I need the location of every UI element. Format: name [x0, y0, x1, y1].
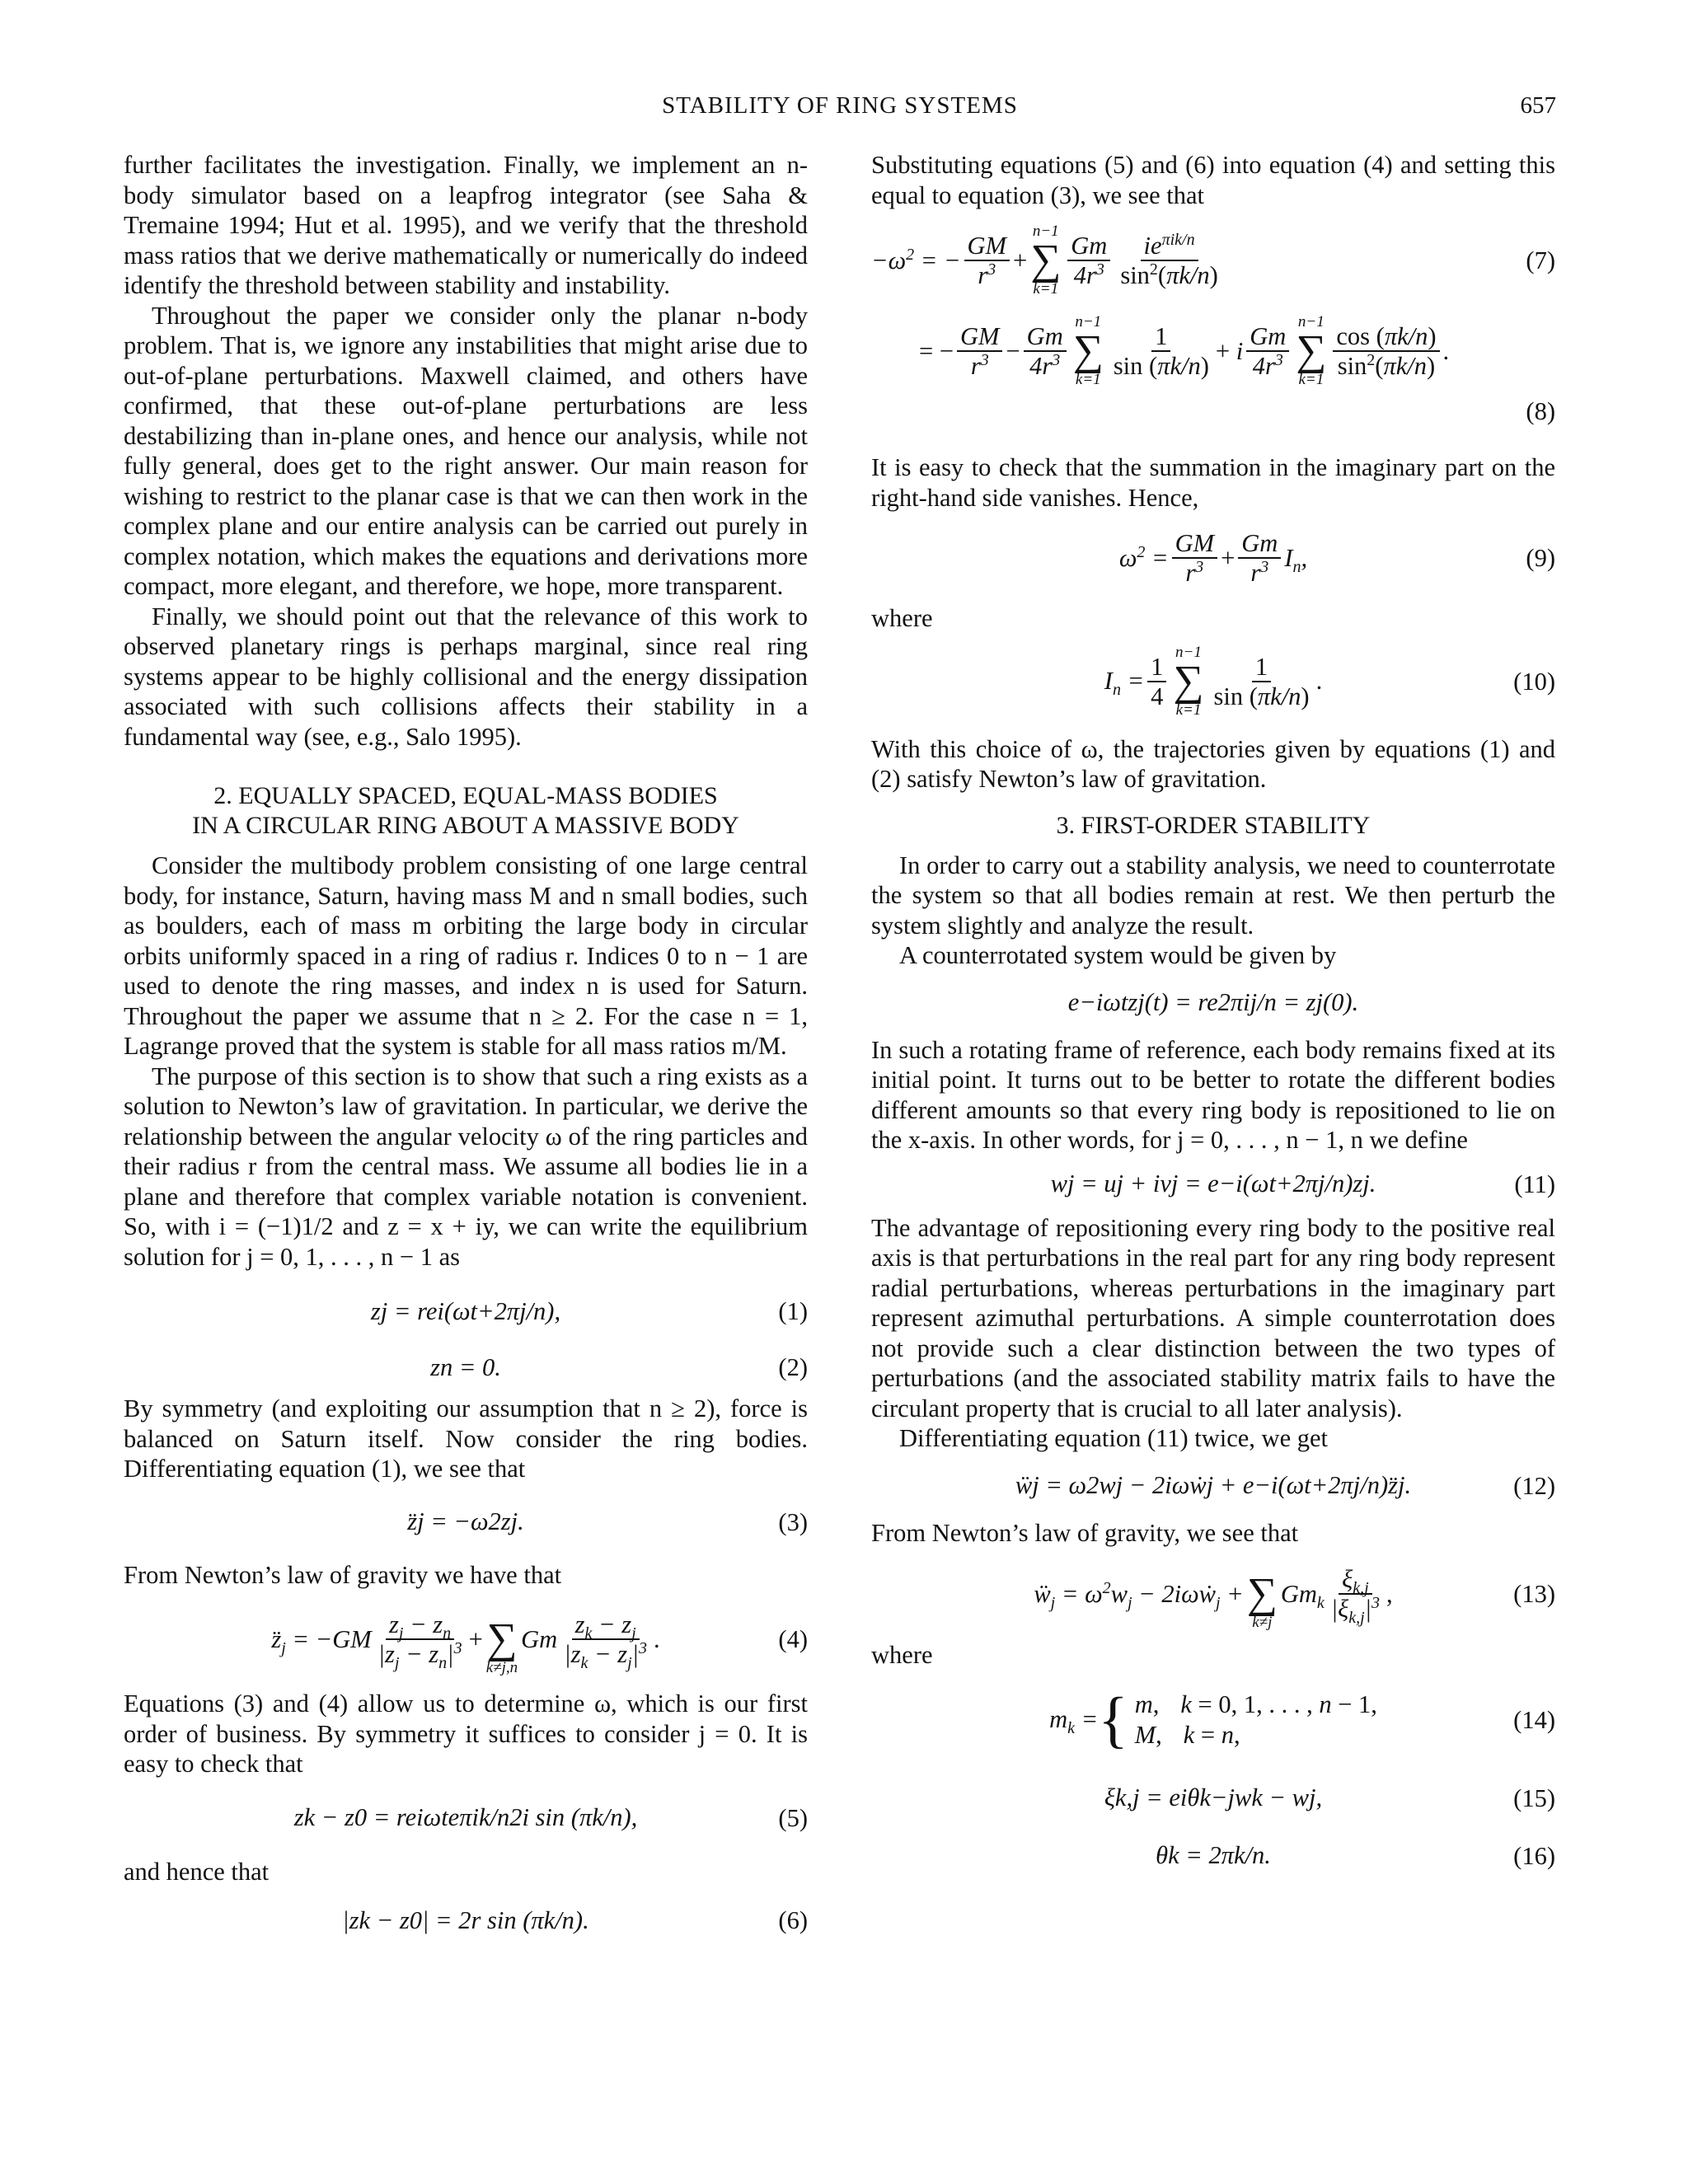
equation-body: zk − z0 = reiωteπik/n2i sin (πk/n),: [293, 1803, 638, 1832]
equation-7: $-\omega^2$ = − $\frac{GM}{r^3}$ + n−1 ∑ k=1 $\frac{Gm}{4r^3}$ $\frac{ie^{\pi ik/n}}{\sin^2(\pi k/n)}$ (7): [871, 223, 1555, 298]
paragraph: It is easy to check that the summation in the imaginary part on the right-hand side vanishes. Hence,: [871, 453, 1555, 512]
right-column: [871, 150, 1555, 1885]
equation-8: = − $\frac{GM}{r^3}$ − $\frac{Gm}{4r^3}$ n−1 ∑ k=1 $\frac{1}{\sin (\pi k/n)}$ + i $\frac{Gm}{4r^3}$ n−1 ∑ k=1 $\frac{\cos (\pi k/n)}{\sin^2(\pi k/n)}$ .: [919, 313, 1450, 388]
equation-number: (9): [1526, 543, 1555, 572]
left-column: [124, 150, 808, 1954]
paragraph: where: [871, 604, 933, 632]
paragraph: A counterrotated system would be given by: [899, 941, 1337, 969]
equation-body: e−iωtzj(t) = re2πij/n = zj(0).: [1067, 988, 1359, 1017]
paragraph: From Newton’s law of gravity we have that: [124, 1560, 562, 1589]
equation-12: [871, 1454, 1555, 1518]
paragraph: Consider the multibody problem consisting of one large central body, for instance, Saturn, having mass M and n small bodies, such as boulders, each of mass m orbiting the large body in circular orbits uniformly spaced in a ring of radius r. Indices 0 to n − 1 are used to denote the ring masses, and index n is used for Saturn. Throughout the paper we assume that n ≥ 2. For the case n = 1, Lagrange proved that the system is stable for all mass ratios m/M.: [124, 851, 808, 1060]
equation-body: zj = rei(ωt+2πj/n),: [370, 1296, 561, 1325]
equation-16: [871, 1827, 1555, 1885]
equation-15: [871, 1769, 1555, 1827]
section-heading: IN A CIRCULAR RING ABOUT A MASSIVE BODY: [192, 812, 739, 839]
paragraph: further facilitates the investigation. Finally, we implement an n-body simulator based on a leapfrog integrator (see Saha & Tremaine 1994; Hut et al. 1995), and we verify that the threshold mass ratios that we derive mathematically or numerically do indeed identify the threshold between stability and instability.: [124, 151, 808, 299]
equation-number: (3): [778, 1507, 808, 1536]
equation-number: (2): [778, 1352, 808, 1381]
equation-number: (8): [1526, 397, 1555, 425]
equation-5: [124, 1779, 808, 1857]
section-heading: 2. EQUALLY SPACED, EQUAL-MASS BODIES: [213, 782, 718, 809]
paragraph: Differentiating equation (11) twice, we get: [899, 1424, 1329, 1452]
equation-number: (15): [1513, 1783, 1555, 1812]
equation-2: [124, 1341, 808, 1394]
paragraph: where: [871, 1641, 933, 1669]
paragraph: With this choice of ω, the trajectories given by equations (1) and (2) satisfy Newton’s law of gravitation.: [871, 734, 1555, 793]
paragraph: and hence that: [124, 1857, 270, 1886]
equation-number: (7): [1526, 246, 1555, 274]
paragraph: In such a rotating frame of reference, each body remains fixed at its initial point. It turns out to be better to rotate the different bodies different amounts so that every ring body is repositioned to lie on the x-axis. In other words, for j = 0, . . . , n − 1, n we define: [871, 1035, 1555, 1154]
paragraph: The purpose of this section is to show that such a ring exists as a solution to Newton’s law of gravitation. In particular, we derive the relationship between the angular velocity ω of the ring particles and their radius r from the central mass. We assume all bodies lie in a plane and therefore that complex variable notation is convenient. So, with i = (−1)1/2 and z = x + iy, we can write the equilibrium solution for j = 0, 1, . . . , n − 1 as: [124, 1062, 808, 1271]
equation-body: |zk − z0| = 2r sin (πk/n).: [342, 1905, 589, 1934]
equation-body: zn = 0.: [430, 1352, 501, 1381]
equation-number: (10): [1513, 667, 1555, 696]
equation-number: (4): [778, 1624, 808, 1653]
section-heading: 3. FIRST-ORDER STABILITY: [1056, 811, 1371, 839]
running-title: STABILITY OF RING SYSTEMS: [662, 92, 1018, 119]
equation-number: (1): [778, 1296, 808, 1325]
equation-13: ẅ$_j$ = $\omega^2w_j$ − 2iωẇ$_j$ + ∑ k≠j $Gm_k$ $\frac{\xi_{k,j}}{|\xi_{k,j}|^3}$ , (13): [1034, 1565, 1555, 1631]
equation-11: [871, 1155, 1555, 1213]
equation-4: $z̈_j = -GM$ $\frac{z_j - z_n}{|z_j - z_n|^3}$ + ∑ k≠j,n Gm $\frac{z_k - z_j}{|z_k - z_j|^3}$ . (4): [271, 1610, 808, 1676]
paragraph: Throughout the paper we consider only the planar n-body problem. That is, we ignore any instabilities that might arise due to out-of-plane perturbations. Maxwell claimed, and others have confirmed, that these out-of-plane perturbations are less destabilizing than in-plane ones, and hence our analysis, while not fully general, does get to the right answer. Our main reason for wishing to restrict to the planar case is that we can then work in the complex plane and our entire analysis can be carried out purely in complex notation, which makes the equations and derivations more compact, more elegant, and therefore, we hope, more transparent.: [124, 301, 808, 600]
paragraph: Finally, we should point out that the relevance of this work to observed planetary rings is perhaps marginal, since real ring systems appear to be highly collisional and the energy dissipation associated with such collisions affects their stability in a fundamental way (see, e.g., Salo 1995).: [124, 602, 808, 751]
equation-9: $\omega^2$ = $\frac{GM}{r^3}$ + $\frac{Gm}{r^3}$ $I_n$, (9): [1118, 529, 1555, 587]
paragraph: Equations (3) and (4) allow us to determine ω, which is our first order of business. By symmetry it suffices to consider j = 0. It is easy to check that: [124, 1690, 808, 1778]
paragraph: Substituting equations (5) and (6) into equation (4) and setting this equal to equation (3), we see that: [871, 151, 1555, 209]
equation-number: (5): [778, 1803, 808, 1832]
equation-body: wj = uj + ivj = e−i(ωt+2πj/n)zj.: [1050, 1169, 1376, 1198]
paragraph: From Newton’s law of gravity, we see that: [871, 1518, 1299, 1547]
equation-6: [124, 1886, 808, 1954]
equation-number: (6): [778, 1905, 808, 1934]
page-number: 657: [1520, 92, 1556, 119]
equation-counterrotated: [871, 971, 1555, 1035]
equation-number: (11): [1514, 1169, 1555, 1198]
equation-number: (16): [1513, 1841, 1555, 1870]
equation-body: θk = 2πk/n.: [1156, 1841, 1271, 1870]
equation-number: (12): [1513, 1471, 1555, 1500]
running-head: [124, 92, 1556, 125]
equation-3: [124, 1484, 808, 1560]
equation-body: ξk,j = eiθk−jwk − wj,: [1104, 1783, 1323, 1812]
equation-10: $I_n$ = $\frac{1}{4}$ n−1 ∑ k=1 $\frac{1}{\sin (\pi k/n)}$ . (10): [1104, 643, 1555, 719]
paragraph: By symmetry (and exploiting our assumption that n ≥ 2), force is balanced on Saturn itself. Now consider the ring bodies. Differentiating equation (1), we see that: [124, 1394, 808, 1483]
equation-1: [124, 1282, 808, 1341]
paragraph: The advantage of repositioning every ring body to the positive real axis is that perturbations in the real part for any ring body represent radial perturbations, whereas perturbations in the imaginary part represent azimuthal perturbations. A simple counterrotation does not provide such a clear distinction between the two types of perturbations (and the associated stability matrix fails to have the circulant property that is crucial to all later analysis).: [871, 1213, 1555, 1422]
equation-14: $m_k$ = { m, k = 0, 1, . . . , n − 1, M, k = n, (14): [1049, 1685, 1555, 1755]
equation-body: ẅj = ω2wj − 2iωẇj + e−i(ωt+2πj/n)z̈j.: [1015, 1471, 1412, 1500]
equation-number: (13): [1513, 1579, 1555, 1608]
paragraph: In order to carry out a stability analysis, we need to counterrotate the system so that all bodies remain at rest. We then perturb the system slightly and analyze the result.: [871, 851, 1555, 940]
equation-number: (14): [1513, 1705, 1555, 1734]
equation-body: z̈j = −ω2zj.: [407, 1507, 524, 1536]
